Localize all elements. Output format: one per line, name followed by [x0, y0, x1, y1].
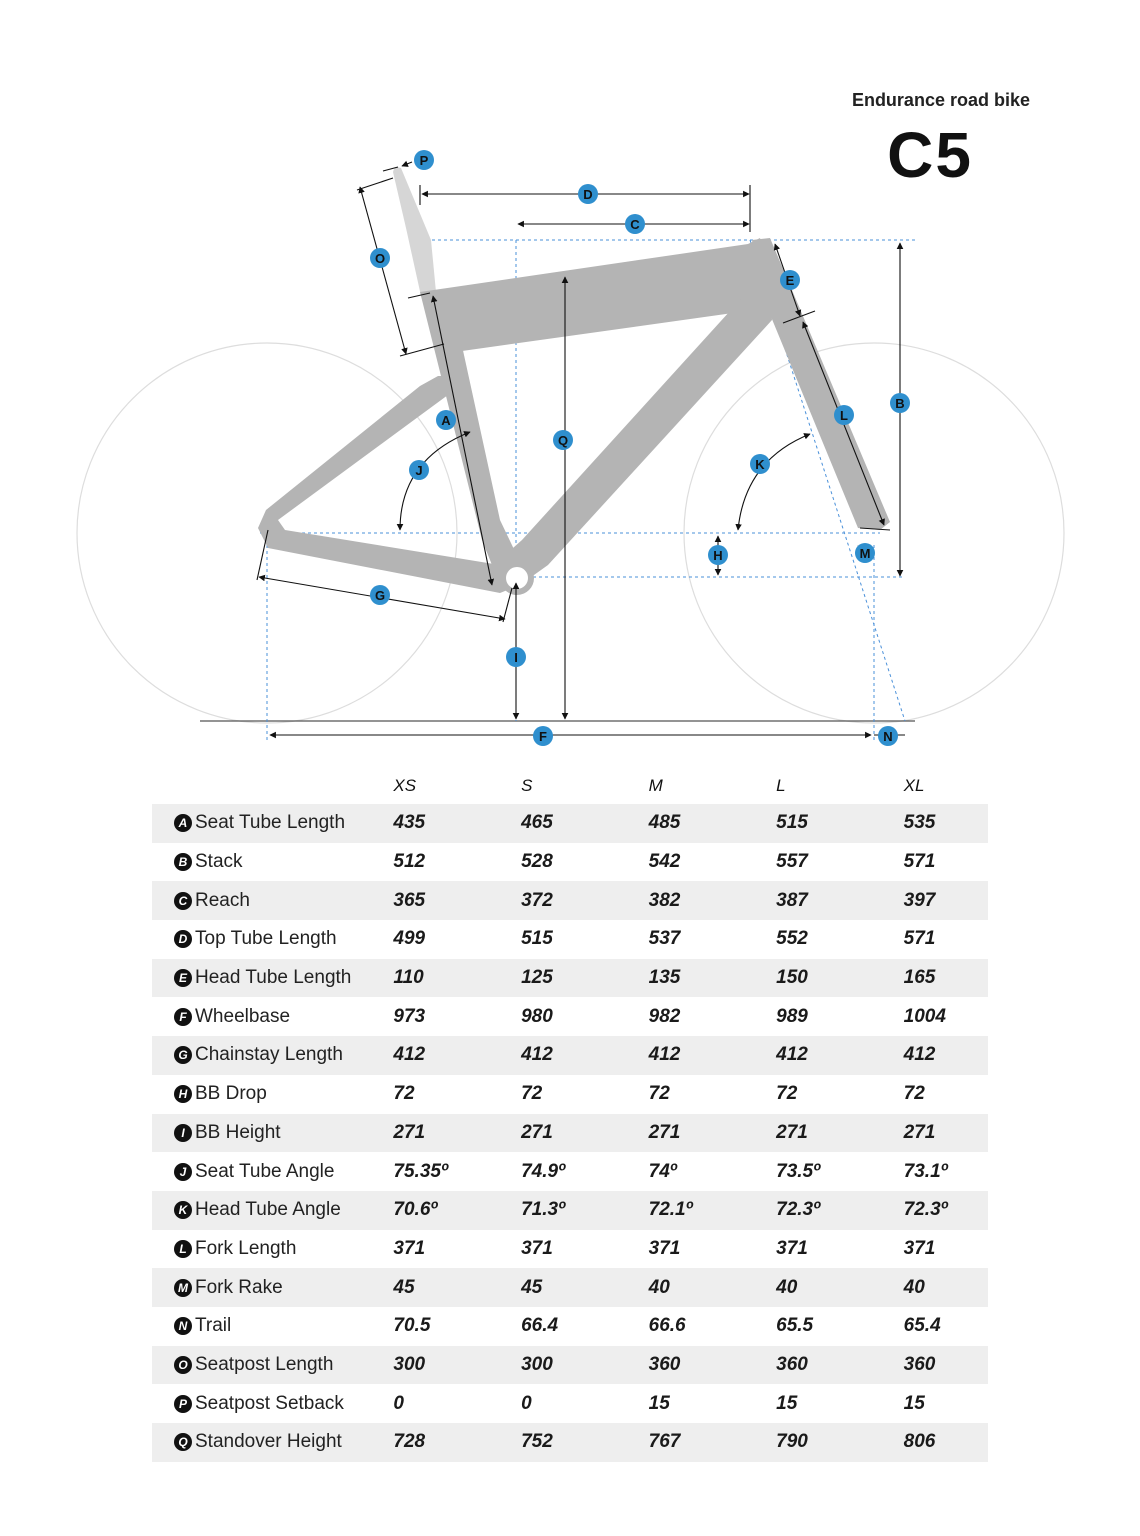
svg-text:I: I [514, 650, 518, 665]
svg-text:M: M [859, 546, 871, 561]
parameter-cell [152, 843, 393, 882]
value-cell: 552 [776, 928, 808, 950]
value-cell: 360 [776, 1346, 904, 1385]
parameter-name: Standover Height [195, 1431, 342, 1453]
parameter-letter-badge: B [174, 853, 192, 871]
value-cell: 0 [521, 1392, 532, 1414]
value-cell: 535 [904, 804, 988, 843]
value-cell: 1004 [903, 1005, 946, 1027]
table-row [152, 843, 988, 882]
size-header-s: S [521, 776, 533, 795]
value-cell: 15 [776, 1392, 798, 1414]
parameter-cell [152, 1268, 393, 1307]
value-cell: 72 [776, 1083, 798, 1105]
value-cell: 150 [776, 959, 904, 998]
value-cell: 66.6 [648, 1315, 686, 1337]
parameter-letter-badge: Q [174, 1433, 192, 1451]
parameter-cell [152, 959, 393, 998]
value-cell: 271 [521, 1114, 649, 1153]
value-cell: 110 [393, 959, 521, 998]
parameter-letter-badge: J [174, 1163, 192, 1181]
value-cell: 557 [776, 851, 808, 873]
parameter-letter-badge: E [174, 969, 192, 987]
parameter-name: Trail [195, 1315, 232, 1337]
value-cell: 72 [521, 1083, 543, 1105]
geometry-table [152, 768, 988, 1462]
parameter-name: Fork Rake [195, 1276, 283, 1298]
parameter-letter-badge: N [174, 1317, 192, 1335]
parameter-cell [152, 1423, 393, 1462]
value-cell: 72 [393, 1083, 415, 1105]
svg-text:K: K [755, 457, 765, 472]
parameter-letter-badge: A [174, 814, 192, 832]
parameter-name: Head Tube Length [195, 967, 352, 989]
value-cell: 465 [521, 804, 649, 843]
value-cell: 72 [903, 1083, 925, 1105]
parameter-name: Fork Length [195, 1237, 297, 1259]
value-cell: 980 [521, 1005, 553, 1027]
parameter-cell [152, 1036, 393, 1075]
value-cell: 371 [776, 1237, 808, 1259]
value-cell: 71.3º [521, 1191, 649, 1230]
parameter-letter-badge: K [174, 1201, 192, 1219]
svg-text:E: E [785, 273, 795, 288]
parameter-letter-badge: H [174, 1085, 192, 1103]
value-cell: 542 [648, 851, 681, 873]
parameter-letter-badge: L [174, 1240, 192, 1258]
value-cell: 412 [521, 1036, 649, 1075]
value-cell: 515 [776, 804, 904, 843]
parameter-cell [152, 1384, 393, 1423]
parameter-cell [152, 1346, 393, 1385]
parameter-header [152, 768, 393, 804]
value-cell: 70.6º [393, 1191, 521, 1230]
value-cell: 45 [521, 1268, 649, 1307]
parameter-letter-badge: O [174, 1356, 192, 1374]
value-cell: 989 [776, 1005, 808, 1027]
badge-p [414, 150, 434, 170]
parameter-letter-badge: D [174, 930, 192, 948]
value-cell: 371 [903, 1237, 936, 1259]
value-cell: 397 [904, 881, 988, 920]
table-row [152, 1114, 988, 1153]
table-row [152, 1384, 988, 1423]
parameter-letter-badge: M [174, 1279, 192, 1297]
parameter-letter-badge: P [174, 1395, 192, 1413]
value-cell: 435 [393, 804, 521, 843]
value-cell: 387 [776, 881, 904, 920]
parameter-name: Seat Tube Angle [195, 1160, 335, 1182]
svg-text:D: D [583, 187, 593, 202]
svg-text:C: C [630, 217, 640, 232]
parameter-cell [152, 881, 393, 920]
value-cell: 528 [521, 851, 553, 873]
value-cell: 767 [649, 1423, 777, 1462]
parameter-name: Stack [195, 851, 243, 873]
svg-text:Q: Q [557, 433, 569, 448]
parameter-cell [152, 1114, 393, 1153]
value-cell: 360 [904, 1346, 988, 1385]
badge-b [890, 393, 910, 413]
value-cell: 371 [521, 1237, 553, 1259]
parameter-name: Seat Tube Length [195, 812, 346, 834]
value-cell: 271 [776, 1114, 904, 1153]
parameter-cell [152, 1191, 393, 1230]
parameter-name: Head Tube Angle [195, 1199, 341, 1221]
badge-a [436, 410, 456, 430]
value-cell: 371 [648, 1237, 681, 1259]
value-cell: 40 [649, 1268, 777, 1307]
value-cell: 973 [393, 1005, 426, 1027]
badge-e [780, 270, 800, 290]
value-cell: 300 [521, 1346, 649, 1385]
geometry-rows [152, 804, 988, 1462]
table-row [152, 1268, 988, 1307]
badge-j [409, 460, 429, 480]
size-header-xl: XL [903, 776, 925, 795]
value-cell: 371 [393, 1237, 426, 1259]
svg-text:A: A [441, 413, 451, 428]
table-row [152, 804, 988, 843]
parameter-cell [152, 1075, 393, 1114]
value-cell: 412 [904, 1036, 988, 1075]
value-cell: 790 [776, 1423, 904, 1462]
value-cell: 485 [649, 804, 777, 843]
table-row [152, 1346, 988, 1385]
size-header-xs: XS [393, 776, 417, 795]
bike-frame [258, 238, 890, 593]
value-cell: 65.4 [903, 1315, 941, 1337]
value-cell: 66.4 [521, 1315, 559, 1337]
parameter-name: Wheelbase [195, 1005, 291, 1027]
bike-category: Endurance road bike [851, 90, 1030, 110]
value-cell: 537 [648, 928, 681, 950]
table-row [152, 920, 988, 959]
table-row [152, 997, 988, 1036]
value-cell: 125 [521, 959, 649, 998]
value-cell: 515 [521, 928, 553, 950]
value-cell: 65.5 [776, 1315, 814, 1337]
value-cell: 728 [393, 1423, 521, 1462]
table-row [152, 1036, 988, 1075]
table-row [152, 959, 988, 998]
value-cell: 15 [903, 1392, 925, 1414]
value-cell: 752 [521, 1423, 649, 1462]
value-cell: 300 [393, 1346, 521, 1385]
value-cell: 70.5 [393, 1315, 431, 1337]
parameter-name: Top Tube Length [195, 928, 337, 950]
size-header-l: L [776, 776, 786, 795]
value-cell: 412 [776, 1036, 904, 1075]
table-row [152, 881, 988, 920]
value-cell: 271 [649, 1114, 777, 1153]
value-cell: 271 [904, 1114, 988, 1153]
svg-text:F: F [539, 729, 547, 744]
value-cell: 412 [649, 1036, 777, 1075]
badge-o [370, 248, 390, 268]
value-cell: 74º [648, 1160, 677, 1182]
badge-n [878, 726, 898, 746]
svg-text:H: H [713, 548, 723, 563]
value-cell: 982 [648, 1005, 681, 1027]
badge-k [750, 454, 770, 474]
value-cell: 40 [776, 1268, 904, 1307]
svg-text:P: P [419, 153, 429, 168]
seatpost [393, 168, 436, 297]
table-row [152, 1075, 988, 1114]
parameter-letter-badge: I [174, 1124, 192, 1142]
value-cell: 72.3º [776, 1191, 904, 1230]
svg-text:L: L [840, 408, 848, 423]
parameter-cell [152, 1307, 393, 1346]
parameter-letter-badge: G [174, 1046, 192, 1064]
parameter-name: Seatpost Length [195, 1353, 334, 1375]
value-cell: 74.9º [521, 1160, 566, 1182]
value-cell: 571 [903, 851, 936, 873]
parameter-cell [152, 920, 393, 959]
value-cell: 271 [393, 1114, 521, 1153]
value-cell: 365 [393, 881, 521, 920]
value-cell: 40 [904, 1268, 988, 1307]
value-cell: 571 [903, 928, 936, 950]
value-cell: 412 [393, 1036, 521, 1075]
parameter-cell [152, 997, 393, 1036]
value-cell: 73.1º [903, 1160, 948, 1182]
value-cell: 135 [649, 959, 777, 998]
value-cell: 0 [393, 1392, 404, 1414]
table-row [152, 1230, 988, 1269]
value-cell: 73.5º [776, 1160, 821, 1182]
badge-l [834, 405, 854, 425]
value-cell: 382 [649, 881, 777, 920]
value-cell: 45 [393, 1268, 521, 1307]
value-cell: 72.3º [904, 1191, 988, 1230]
value-cell: 75.35º [393, 1160, 448, 1182]
value-cell: 360 [649, 1346, 777, 1385]
value-cell: 512 [393, 851, 426, 873]
value-cell: 72.1º [649, 1191, 777, 1230]
svg-text:O: O [374, 251, 386, 266]
svg-text:G: G [374, 588, 386, 603]
value-cell: 165 [904, 959, 988, 998]
parameter-name: Seatpost Setback [195, 1392, 344, 1414]
geometry-diagram [0, 0, 1140, 760]
svg-text:J: J [415, 463, 423, 478]
badge-i [506, 647, 526, 667]
size-header-m: M [648, 776, 663, 795]
parameter-name: Chainstay Length [195, 1044, 343, 1066]
value-cell: 372 [521, 881, 649, 920]
badge-q [553, 430, 573, 450]
parameter-name: Reach [195, 889, 250, 911]
parameter-letter-badge: F [174, 1008, 192, 1026]
badge-h [708, 545, 728, 565]
parameter-letter-badge: C [174, 892, 192, 910]
parameter-name: BB Height [195, 1121, 281, 1143]
badge-c [625, 214, 645, 234]
table-row [152, 1152, 988, 1191]
svg-text:B: B [895, 396, 905, 411]
parameter-cell [152, 1230, 393, 1269]
parameter-name: BB Drop [195, 1083, 267, 1105]
badge-g [370, 585, 390, 605]
svg-text:N: N [883, 729, 893, 744]
value-cell: 499 [393, 928, 426, 950]
table-row [152, 1423, 988, 1462]
model-name: C5 [887, 119, 973, 191]
value-cell: 806 [904, 1423, 988, 1462]
badge-d [578, 184, 598, 204]
parameter-cell [152, 1152, 393, 1191]
table-row [152, 1191, 988, 1230]
badge-f [533, 726, 553, 746]
size-header-row [152, 768, 988, 804]
table-row [152, 1307, 988, 1346]
value-cell: 72 [648, 1083, 670, 1105]
value-cell: 15 [648, 1392, 670, 1414]
badge-m [855, 543, 875, 563]
parameter-cell [152, 804, 393, 843]
